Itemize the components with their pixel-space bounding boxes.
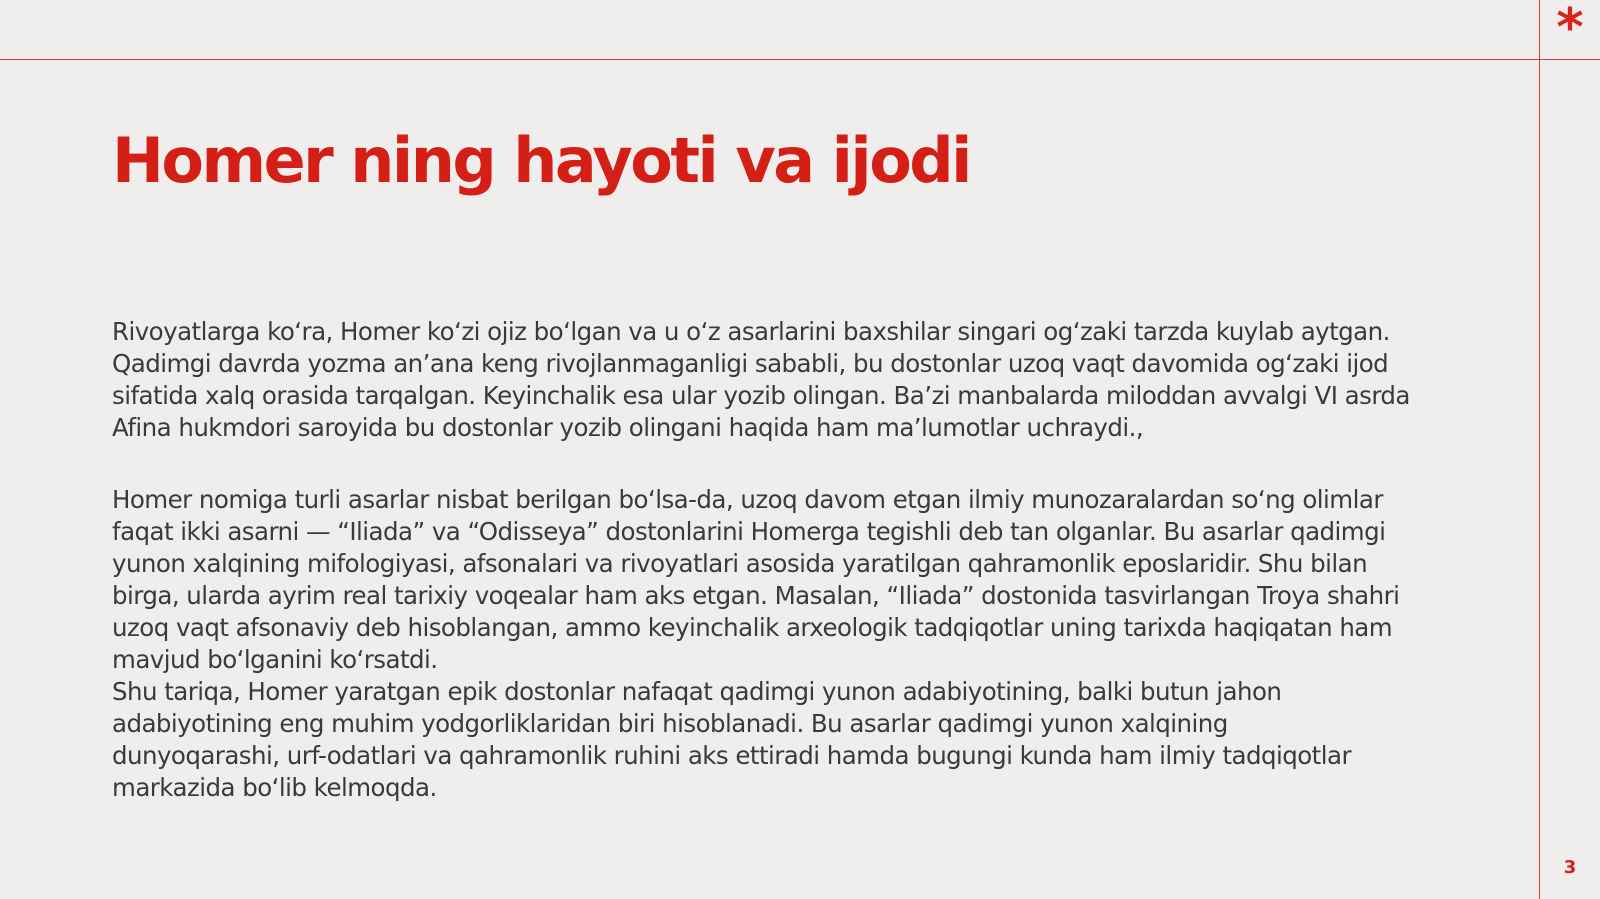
- page-number: 3: [1563, 857, 1577, 878]
- paragraph-2: Homer nomiga turli asarlar nisbat berilgan bo‘lsa-da, uzoq davom etgan ilmiy munozaralardan so‘ng olimlar faqat ikki asarni — “Iliada” va “Odisseya” dostonlarini Homerga tegishli deb tan olganlar. Bu asarlar qadimgi yunon xalqining mifologiyasi, afsonalari va rivoyatlari asosida yaratilgan qahramonlik eposlaridir. Shu bilan birga, ularda ayrim real tarixiy voqealar ham aks etgan. Masalan, “Iliada” dostonida tasvirlangan Troya shahri uzoq vaqt afsonaviy deb hisoblangan, ammo keyinchalik arxeologik tadqiqotlar uning tarixda haqiqatan ham mavjud bo‘lganini ko‘rsatdi.: [112, 485, 1400, 674]
- slide-title: Homer ning hayoti va ijodi: [112, 124, 970, 197]
- asterisk-icon: *: [1556, 0, 1584, 58]
- top-rule: [0, 59, 1600, 60]
- paragraph-3: Shu tariqa, Homer yaratgan epik dostonlar nafaqat qadimgi yunon adabiyotining, balki butun jahon adabiyotining eng muhim yodgorliklaridan biri hisoblanadi. Bu asarlar qadimgi yunon xalqining dunyoqarashi, urf-odatlari va qahramonlik ruhini aks ettiradi hamda bugungi kunda ham ilmiy tadqiqotlar markazida bo‘lib kelmoqda.: [112, 677, 1351, 802]
- right-rule: [1539, 0, 1540, 899]
- paragraph-1: Rivoyatlarga ko‘ra, Homer ko‘zi ojiz bo‘lgan va u o‘z asarlarini baxshilar singari og‘zaki tarzda kuylab aytgan. Qadimgi davrda yozma an’ana keng rivojlanmaganligi sababli, bu dostonlar uzoq vaqt davomida og‘zaki ijod sifatida xalq orasida tarqalgan. Keyinchalik esa ular yozib olingan. Ba’zi manbalarda miloddan avvalgi VI asrda Afina hukmdori saroyida bu dostonlar yozib olingani haqida ham ma’lumotlar uchraydi.,: [112, 317, 1410, 442]
- slide-body: [112, 316, 1532, 804]
